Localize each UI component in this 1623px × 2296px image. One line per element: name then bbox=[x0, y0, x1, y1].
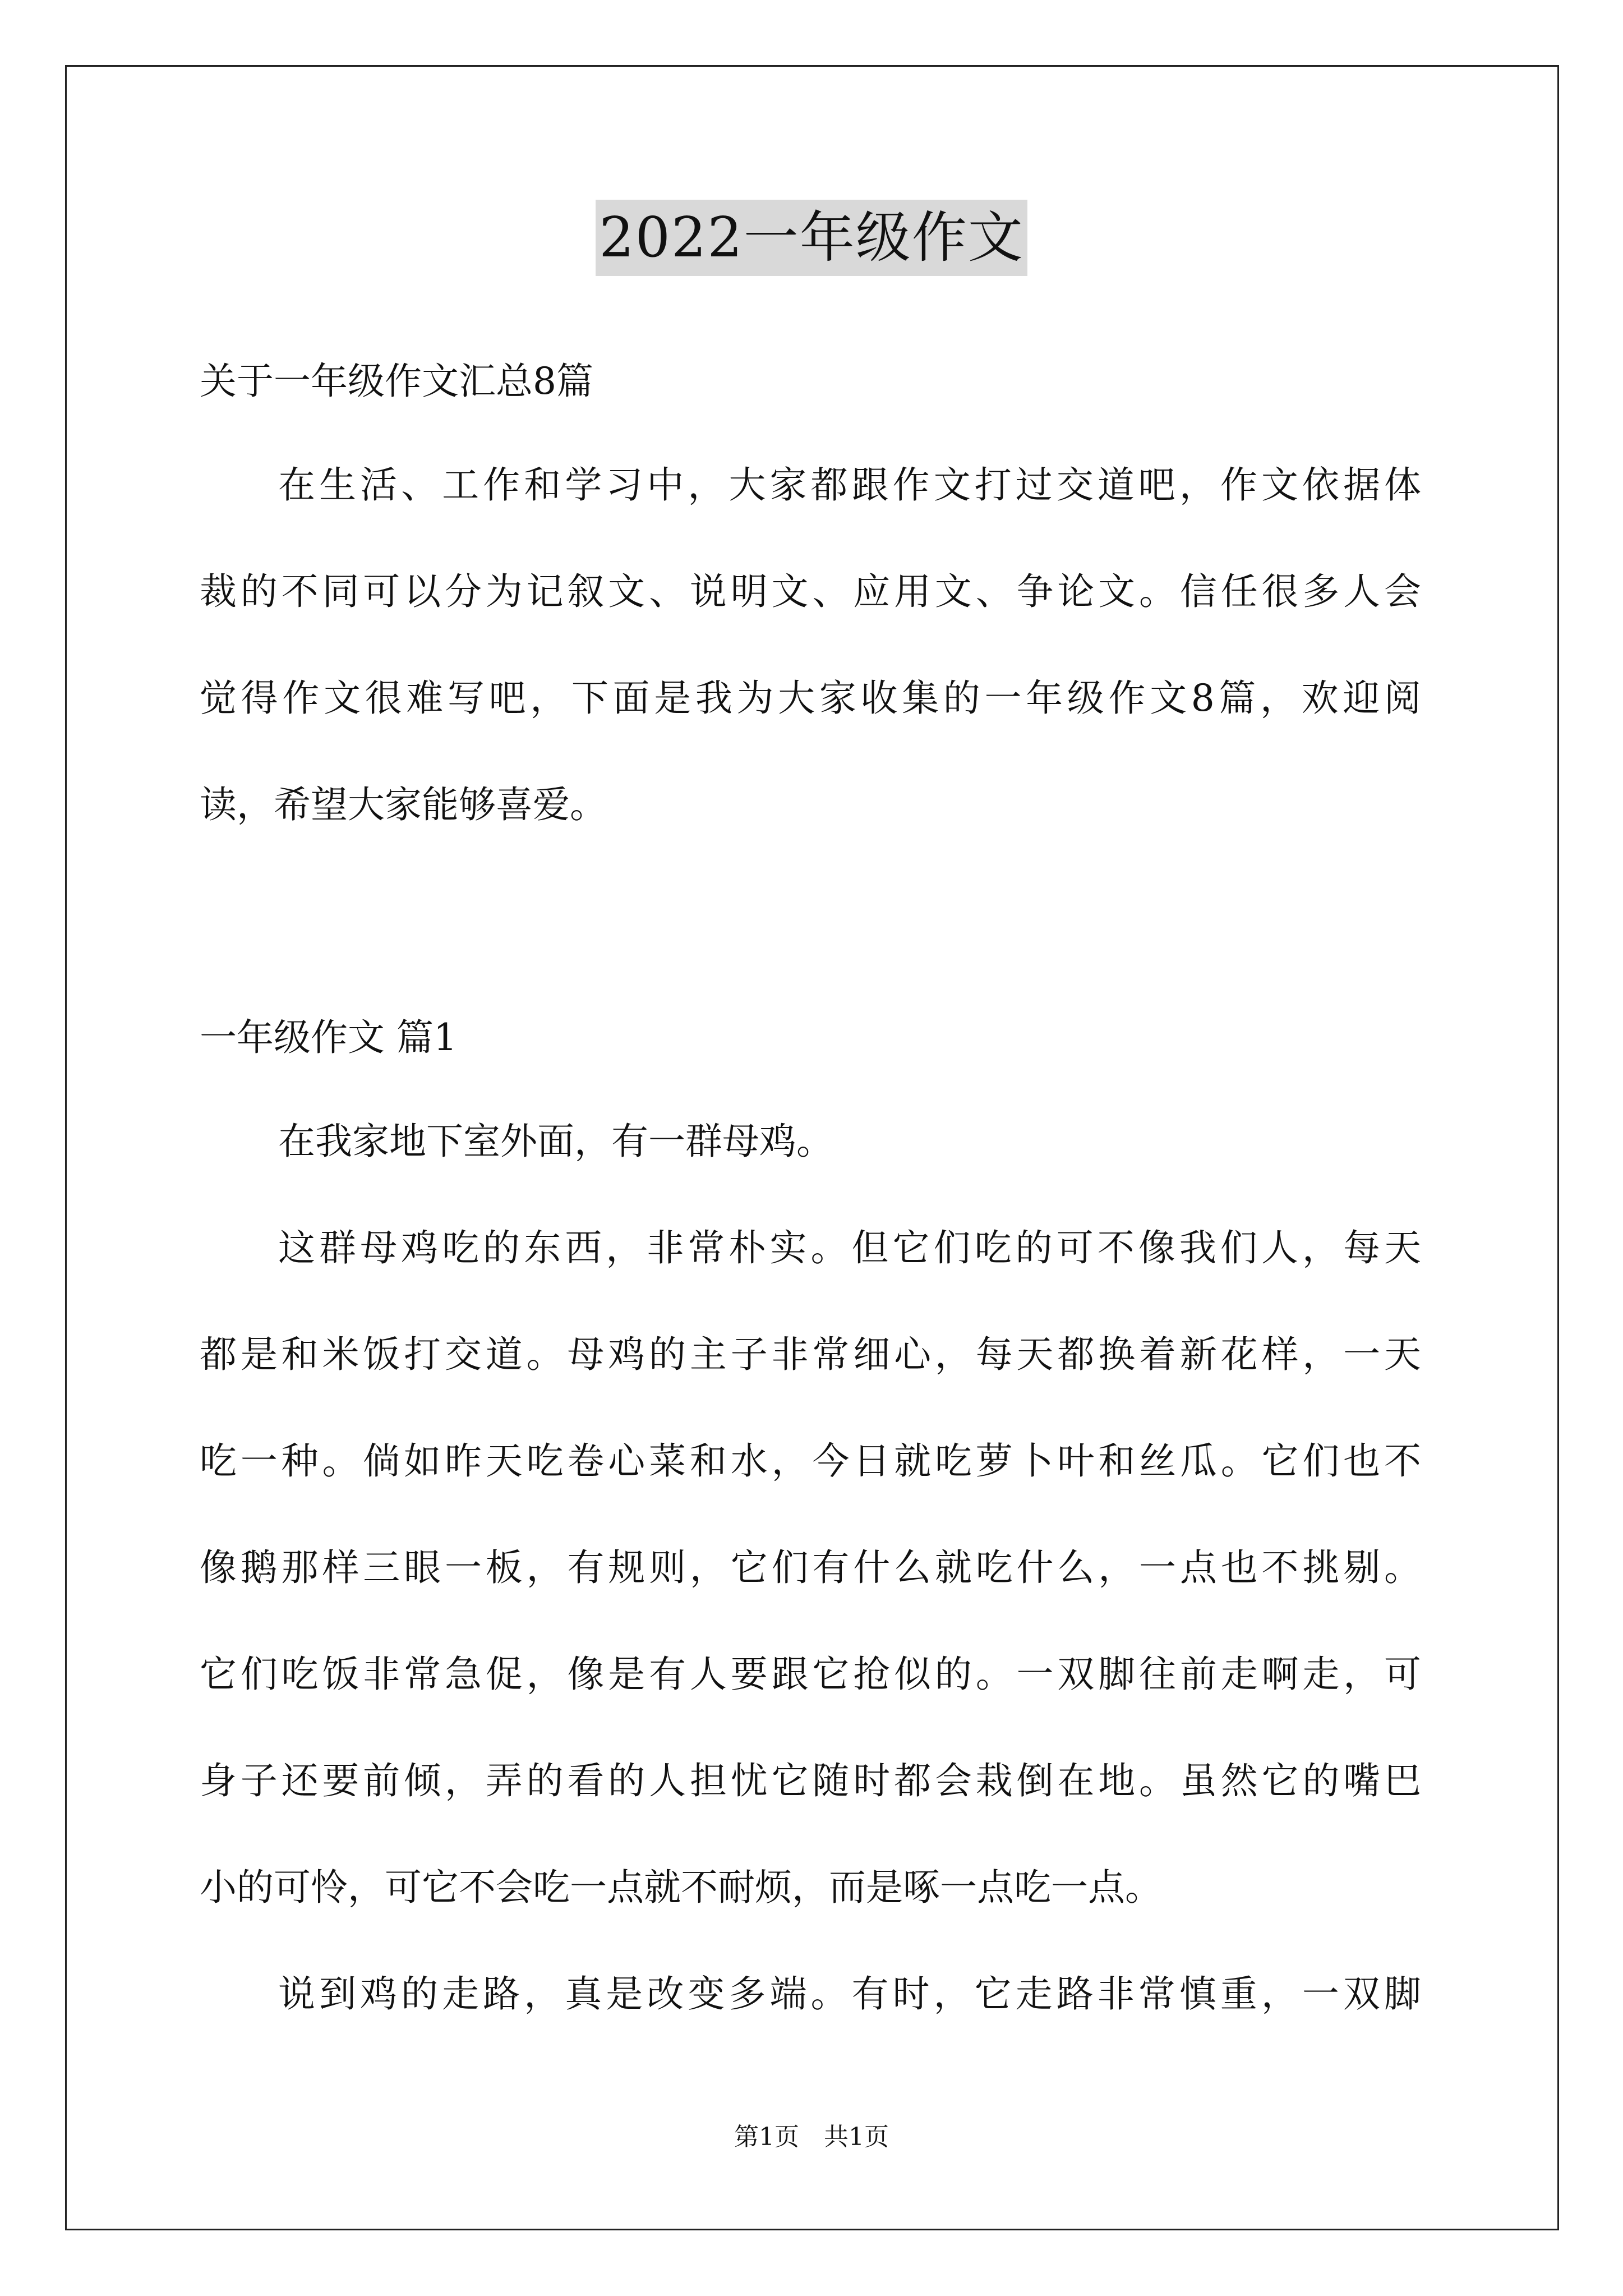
body-line: 像鹅那样三眼一板，有规则，它们有什么就吃什么，一点也不挑剔。 bbox=[200, 1546, 1421, 1589]
intro-line: 读，希望大家能够喜爱。 bbox=[200, 783, 607, 826]
title-wrap bbox=[0, 200, 1623, 276]
body-line: 小的可怜，可它不会吃一点就不耐烦，而是啄一点吃一点。 bbox=[200, 1866, 1162, 1909]
page-footer: 第1页 共1页 bbox=[734, 2123, 889, 2151]
intro-line: 在生活、工作和学习中，大家都跟作文打过交道吧，作文依据体 bbox=[278, 463, 1421, 507]
intro-line: 觉得作文很难写吧，下面是我为大家收集的一年级作文8篇，欢迎阅 bbox=[200, 677, 1421, 720]
document-title: 2022一年级作文 bbox=[596, 200, 1027, 276]
body-line: 说到鸡的走路，真是改变多端。有时，它走路非常慎重，一双脚 bbox=[278, 1972, 1421, 2016]
section-heading: 一年级作文 篇1 bbox=[200, 1016, 457, 1059]
body-line: 这群母鸡吃的东西，非常朴实。但它们吃的可不像我们人，每天 bbox=[278, 1226, 1421, 1269]
body-line: 它们吃饭非常急促，像是有人要跟它抢似的。一双脚往前走啊走，可 bbox=[200, 1653, 1421, 1696]
body-line: 身子还要前倾，弄的看的人担忧它随时都会栽倒在地。虽然它的嘴巴 bbox=[200, 1759, 1421, 1802]
document-subtitle: 关于一年级作文汇总8篇 bbox=[200, 360, 593, 403]
body-line: 都是和米饭打交道。母鸡的主子非常细心，每天都换着新花样，一天 bbox=[200, 1333, 1421, 1376]
intro-line: 裁的不同可以分为记叙文、说明文、应用文、争论文。信任很多人会 bbox=[200, 570, 1421, 613]
body-line: 在我家地下室外面，有一群母鸡。 bbox=[278, 1120, 833, 1163]
body-line: 吃一种。倘如昨天吃卷心菜和水，今日就吃萝卜叶和丝瓜。它们也不 bbox=[200, 1439, 1421, 1483]
